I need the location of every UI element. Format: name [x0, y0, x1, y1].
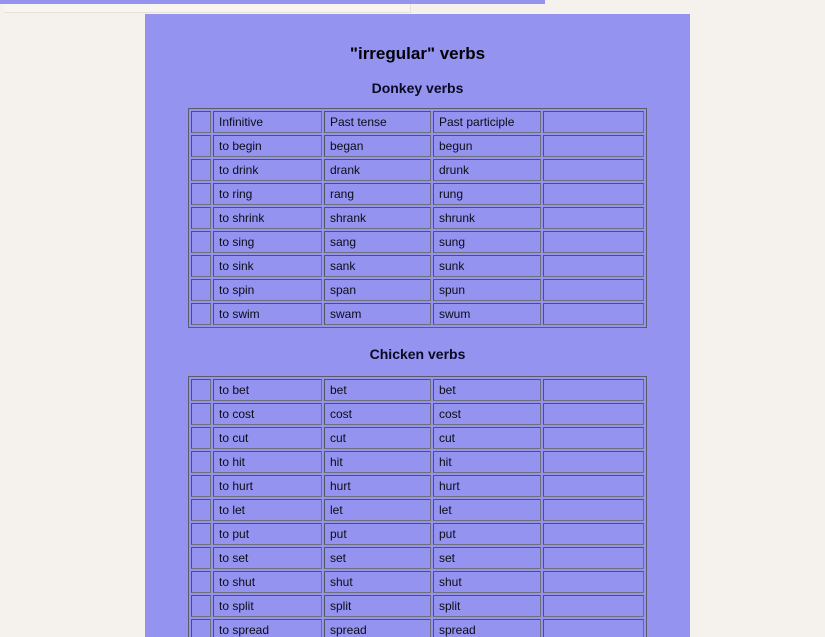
verb-cell: to cut [213, 427, 322, 449]
row-index-cell [191, 499, 211, 521]
table-row [191, 159, 644, 181]
row-index-cell [191, 111, 211, 133]
verb-cell: spun [433, 279, 541, 301]
row-index-cell [191, 523, 211, 545]
table-row [191, 135, 644, 157]
spacer-cell [543, 547, 644, 569]
verb-cell: hurt [324, 475, 431, 497]
table-row [191, 231, 644, 253]
verb-cell: Past participle [433, 111, 541, 133]
table-row [191, 255, 644, 277]
table-header-row [191, 111, 644, 133]
verb-cell: swam [324, 303, 431, 325]
table-row [191, 379, 644, 401]
verb-cell: sung [433, 231, 541, 253]
verb-cell: cost [324, 403, 431, 425]
section-donkey-verbs [145, 80, 690, 328]
table-row [191, 279, 644, 301]
row-index-cell [191, 547, 211, 569]
verb-cell: to let [213, 499, 322, 521]
verb-cell: to hurt [213, 475, 322, 497]
verb-cell: set [433, 547, 541, 569]
table-row [191, 303, 644, 325]
spacer-cell [543, 595, 644, 617]
table-row [191, 547, 644, 569]
row-index-cell [191, 403, 211, 425]
table-row [191, 571, 644, 593]
verb-cell: to cost [213, 403, 322, 425]
row-index-cell [191, 183, 211, 205]
verb-cell: let [324, 499, 431, 521]
verb-cell: to ring [213, 183, 322, 205]
row-index-cell [191, 571, 211, 593]
verb-cell: to bet [213, 379, 322, 401]
spacer-cell [543, 499, 644, 521]
verb-cell: swum [433, 303, 541, 325]
chicken-verbs-table [188, 376, 647, 637]
verb-cell: to begin [213, 135, 322, 157]
row-index-cell [191, 255, 211, 277]
verb-cell: to shut [213, 571, 322, 593]
verb-cell: split [324, 595, 431, 617]
spacer-cell [543, 303, 644, 325]
spacer-cell [543, 523, 644, 545]
verb-cell: Infinitive [213, 111, 322, 133]
spacer-cell [543, 231, 644, 253]
spacer-cell [543, 207, 644, 229]
row-index-cell [191, 619, 211, 637]
table-row [191, 183, 644, 205]
spacer-cell [543, 619, 644, 637]
verb-cell: cut [433, 427, 541, 449]
spacer-cell [543, 111, 644, 133]
verb-cell: rang [324, 183, 431, 205]
spacer-cell [543, 427, 644, 449]
row-index-cell [191, 475, 211, 497]
spacer-cell [543, 255, 644, 277]
verb-cell: let [433, 499, 541, 521]
verb-cell: drank [324, 159, 431, 181]
row-index-cell [191, 595, 211, 617]
verb-cell: spread [324, 619, 431, 637]
row-index-cell [191, 427, 211, 449]
section-heading-donkey: Donkey verbs [371, 80, 464, 96]
verb-cell: cut [324, 427, 431, 449]
verb-cell: began [324, 135, 431, 157]
spacer-cell [543, 571, 644, 593]
verb-cell: split [433, 595, 541, 617]
verb-cell: hurt [433, 475, 541, 497]
spacer-cell [543, 183, 644, 205]
verb-cell: to spin [213, 279, 322, 301]
verb-cell: to drink [213, 159, 322, 181]
verb-cell: to hit [213, 451, 322, 473]
verb-cell: to split [213, 595, 322, 617]
spacer-cell [543, 159, 644, 181]
table-row [191, 475, 644, 497]
table-row [191, 523, 644, 545]
row-index-cell [191, 279, 211, 301]
verb-cell: sank [324, 255, 431, 277]
table-row [191, 427, 644, 449]
verb-cell: to sink [213, 255, 322, 277]
spacer-cell [543, 379, 644, 401]
verb-cell: drunk [433, 159, 541, 181]
spacer-cell [543, 403, 644, 425]
table-row [191, 499, 644, 521]
toolbar-remnant [4, 4, 411, 13]
verb-cell: hit [324, 451, 431, 473]
spacer-cell [543, 135, 644, 157]
verb-cell: put [324, 523, 431, 545]
verb-cell: sunk [433, 255, 541, 277]
row-index-cell [191, 303, 211, 325]
section-heading-chicken: Chicken verbs [369, 346, 466, 362]
verb-cell: rung [433, 183, 541, 205]
verb-cell: spread [433, 619, 541, 637]
verb-cell: sang [324, 231, 431, 253]
verb-cell: bet [324, 379, 431, 401]
verb-cell: to sing [213, 231, 322, 253]
row-index-cell [191, 231, 211, 253]
verb-cell: to swim [213, 303, 322, 325]
row-index-cell [191, 135, 211, 157]
row-index-cell [191, 451, 211, 473]
table-row [191, 595, 644, 617]
table-row [191, 619, 644, 637]
verb-cell: cost [433, 403, 541, 425]
verb-cell: to shrink [213, 207, 322, 229]
table-row [191, 207, 644, 229]
verb-cell: put [433, 523, 541, 545]
spacer-cell [543, 279, 644, 301]
verb-cell: to put [213, 523, 322, 545]
verb-cell: hit [433, 451, 541, 473]
verb-cell: begun [433, 135, 541, 157]
row-index-cell [191, 159, 211, 181]
table-row [191, 451, 644, 473]
verb-cell: shut [324, 571, 431, 593]
page-title: "irregular" verbs [349, 44, 486, 63]
verb-cell: shrank [324, 207, 431, 229]
verb-cell: shrunk [433, 207, 541, 229]
verb-cell: Past tense [324, 111, 431, 133]
row-index-cell [191, 379, 211, 401]
verb-cell: bet [433, 379, 541, 401]
section-chicken-verbs [145, 346, 690, 637]
verb-cell: to spread [213, 619, 322, 637]
spacer-cell [543, 451, 644, 473]
verb-cell: span [324, 279, 431, 301]
donkey-verbs-table [188, 108, 647, 328]
row-index-cell [191, 207, 211, 229]
table-row [191, 403, 644, 425]
verb-cell: shut [433, 571, 541, 593]
verb-cell: set [324, 547, 431, 569]
spacer-cell [543, 475, 644, 497]
content-area [145, 14, 690, 637]
verb-cell: to set [213, 547, 322, 569]
